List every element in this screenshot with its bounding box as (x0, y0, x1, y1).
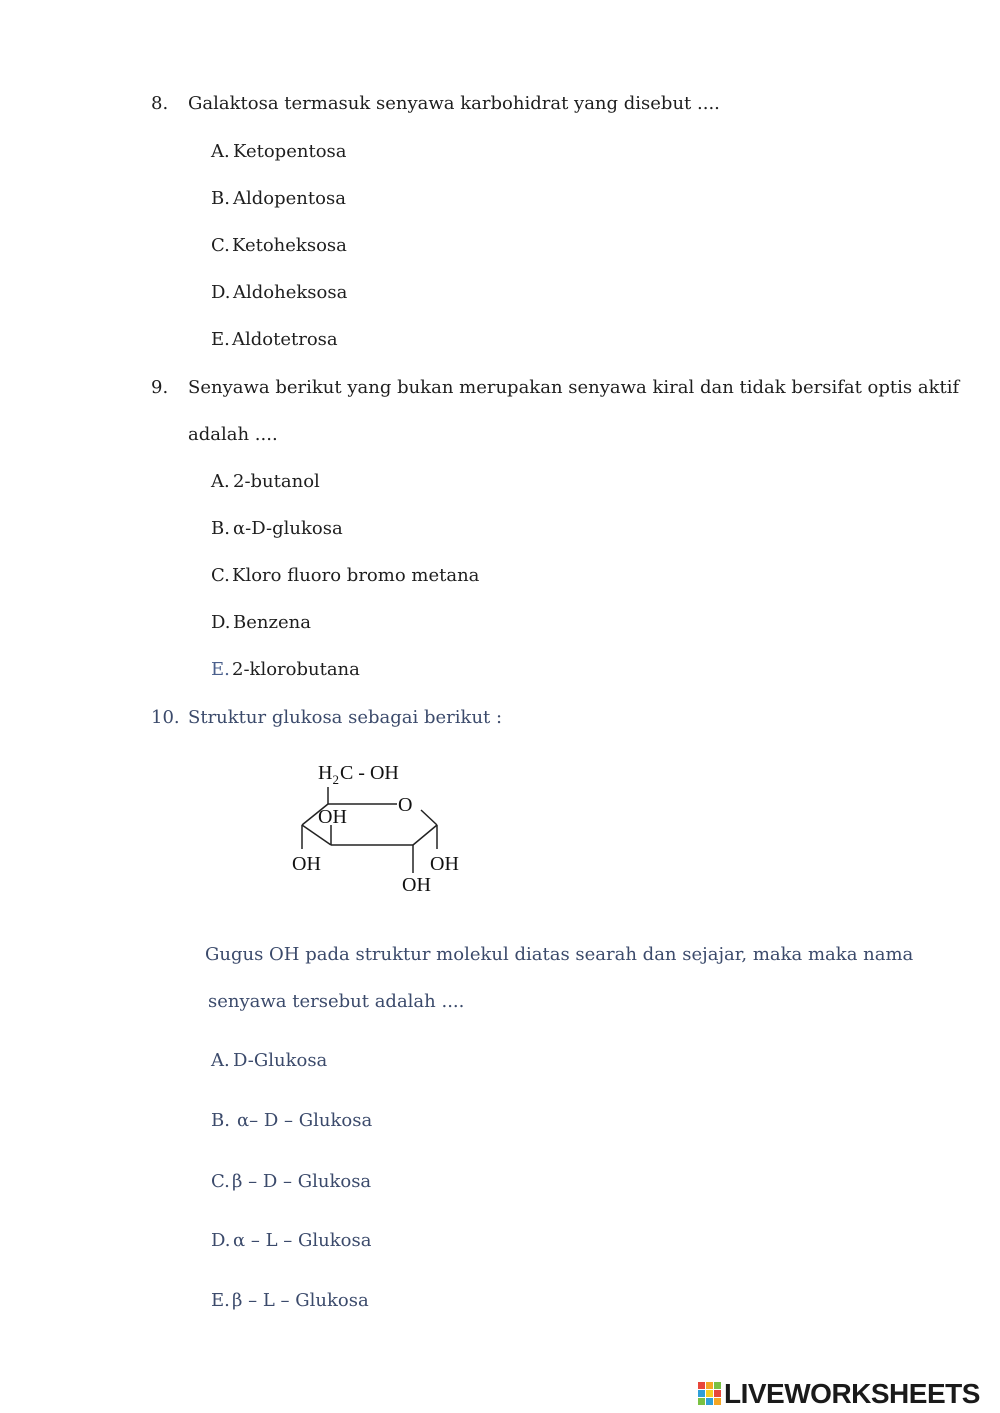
option-letter: B. (211, 1110, 230, 1131)
option-letter: E. (211, 329, 230, 350)
ring-oxygen-label: O (398, 794, 413, 816)
option-text: Aldopentosa (233, 188, 346, 209)
structure-rest: C - OH (339, 762, 399, 784)
option-letter: E. (211, 1290, 230, 1311)
option-letter: C. (211, 1171, 230, 1192)
structure-h: H (318, 762, 333, 784)
option-letter: D. (211, 282, 231, 303)
oh-inner-label: OH (318, 806, 347, 828)
option-text: Aldotetrosa (232, 329, 338, 350)
liveworksheets-logo[interactable] (698, 1378, 994, 1410)
question-10-text: Struktur glukosa sebagai berikut : (188, 707, 503, 728)
question-8-text: Galaktosa termasuk senyawa karbohidrat yang disebut .... (188, 93, 720, 114)
oh-bottom-label: OH (402, 874, 431, 896)
oh-left-label: OH (292, 853, 321, 875)
option-text: Kloro fluoro bromo metana (232, 565, 480, 586)
option-letter: D. (211, 612, 231, 633)
bond-c1-c2 (413, 825, 437, 845)
option-letter: C. (211, 235, 230, 256)
option-text: Aldoheksosa (233, 282, 348, 303)
option-text: β – L – Glukosa (232, 1290, 369, 1311)
question-10-stem-line2: senyawa tersebut adalah .... (208, 991, 465, 1012)
bond-o-c1 (421, 810, 437, 825)
option-letter: C. (211, 565, 230, 586)
option-letter: B. (211, 188, 230, 209)
bond-c3-c4 (302, 825, 331, 845)
option-text: α– D – Glukosa (237, 1110, 373, 1131)
question-9-text-line1: Senyawa berikut yang bukan merupakan senyawa kiral dan tidak bersifat optis aktif (188, 377, 960, 398)
oh-right-label: OH (430, 853, 459, 875)
question-10-number: 10. (151, 707, 180, 728)
option-letter: A. (211, 1050, 230, 1071)
option-text: α – L – Glukosa (233, 1230, 372, 1251)
question-9-number: 9. (151, 377, 169, 398)
option-text: Ketoheksosa (232, 235, 347, 256)
option-text: Ketopentosa (233, 141, 347, 162)
question-8-number: 8. (151, 93, 169, 114)
option-text: β – D – Glukosa (232, 1171, 372, 1192)
option-letter: D. (211, 1230, 231, 1251)
option-letter: B. (211, 518, 230, 539)
option-letter: E. (211, 659, 230, 680)
question-9-text-line2: adalah .... (188, 424, 278, 445)
option-text: D-Glukosa (233, 1050, 328, 1071)
structure-sub: 2 (332, 772, 339, 787)
liveworksheets-logo-icon (698, 1380, 722, 1408)
option-text: 2-butanol (233, 471, 320, 492)
question-10-stem-line1: Gugus OH pada struktur molekul diatas searah dan sejajar, maka maka nama (205, 944, 914, 965)
option-text: α-D-glukosa (233, 518, 343, 539)
option-text: Benzena (233, 612, 311, 633)
glucose-structure-diagram (285, 755, 485, 900)
option-text: 2-klorobutana (232, 659, 360, 680)
svg-text:H2C - OH (318, 762, 399, 787)
liveworksheets-logo-text: LIVEWORKSHEETS (724, 1378, 980, 1409)
option-letter: A. (211, 471, 230, 492)
option-letter: A. (211, 141, 230, 162)
